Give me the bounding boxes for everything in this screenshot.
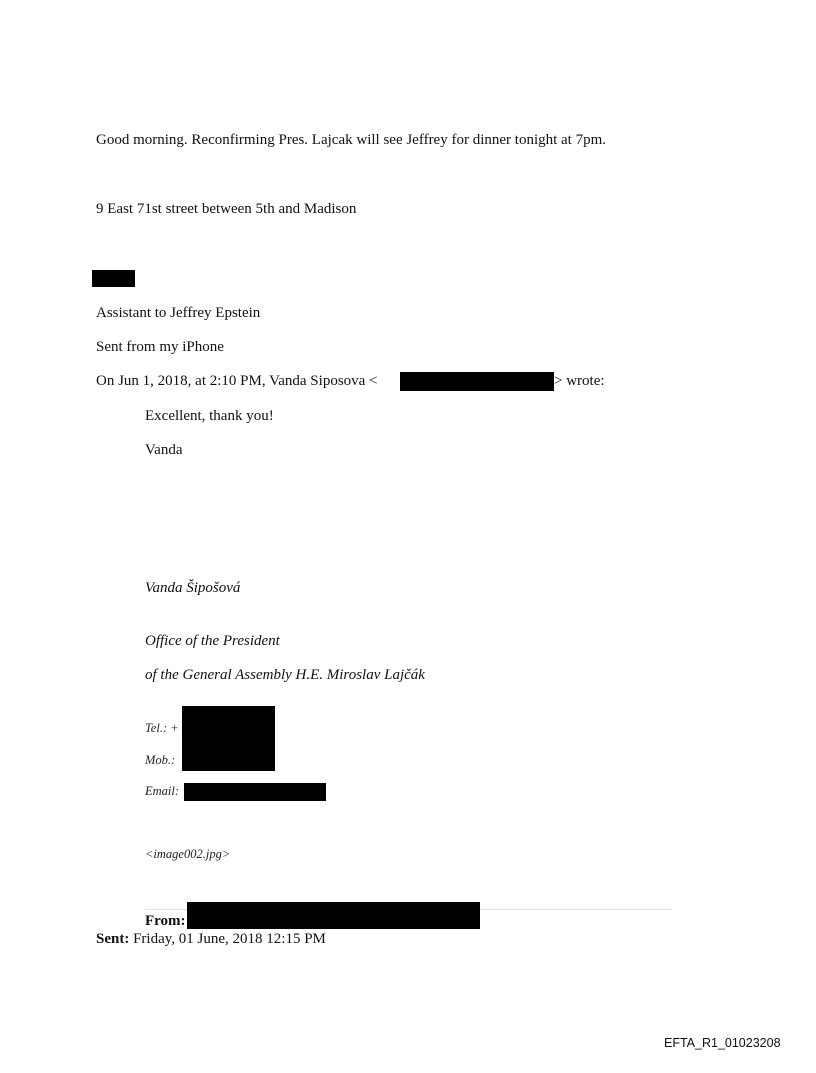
quoted-reply-line: Excellent, thank you! [145,408,274,424]
redaction-block [184,783,326,801]
sig-office-line-2: of the General Assembly H.E. Miroslav Lajčák [145,667,425,683]
redaction-block [187,902,480,929]
tel-label: Tel.: + [145,721,179,735]
mob-label: Mob.: [145,753,176,767]
sent-from-line: Sent from my iPhone [96,339,224,355]
image-attachment-ref: <image002.jpg> [145,847,231,861]
address-line: 9 East 71st street between 5th and Madison [96,201,357,217]
sent-label: Sent: [96,931,130,947]
sent-value: Friday, 01 June, 2018 12:15 PM [129,931,326,947]
sig-office-line-1: Office of the President [145,633,280,649]
quoted-header-suffix: > wrote: [554,373,605,389]
greeting-line: Good morning. Reconfirming Pres. Lajcak will see Jeffrey for dinner tonight at 7pm. [96,132,607,148]
sig-name: Vanda Šipošová [145,580,241,596]
sent-line [96,932,326,947]
document-id: EFTA_R1_01023208 [664,1036,781,1050]
quoted-header-prefix: On Jun 1, 2018, at 2:10 PM, Vanda Siposova < [96,373,378,389]
redaction-block [92,270,135,287]
signature-title: Assistant to Jeffrey Epstein [96,305,261,321]
redaction-block [182,706,275,771]
email-label: Email: [145,784,180,798]
redaction-block [400,372,554,391]
from-label: From: [145,913,186,929]
quoted-reply-name: Vanda [145,442,183,458]
